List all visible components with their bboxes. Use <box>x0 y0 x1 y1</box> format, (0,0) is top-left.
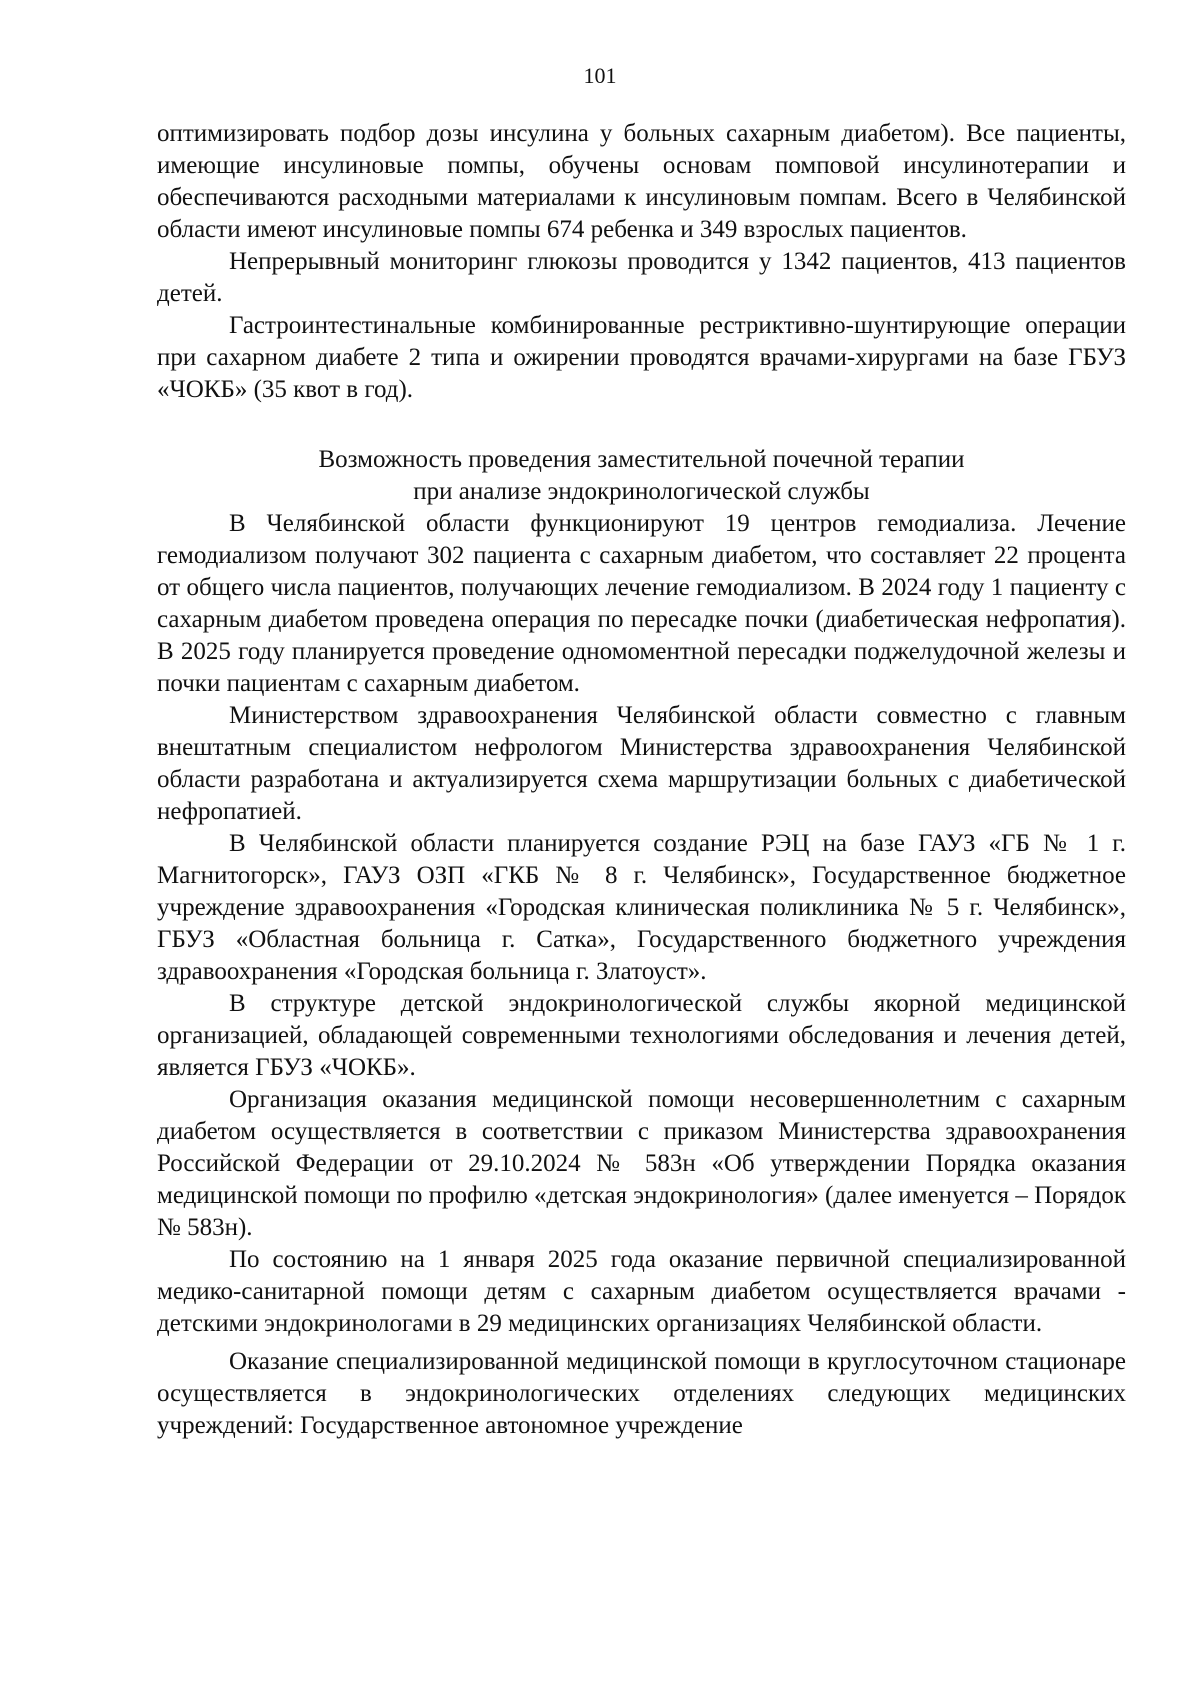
paragraph-nephropathy-routing: Министерством здравоохранения Челябинской области совместно с главным внештатным специалистом нефрологом Министерства здравоохранения Челябинской области разработана и актуализируется схема маршрутизации больных с диабетической нефропатией. <box>157 702 1126 825</box>
section-heading <box>157 444 1126 508</box>
paragraph-primary-care: По состоянию на 1 января 2025 года оказание первичной специализированной медико-санитарной помощи детям с сахарным диабетом осуществляется врачами - детскими эндокринологами в 29 медицинских организациях Челябинской области. <box>157 1246 1126 1337</box>
paragraph-pediatric-anchor: В структуре детской эндокринологической службы якорной медицинской организацией, обладающей современными технологиями обследования и лечения детей, является ГБУЗ «ЧОКБ». <box>157 990 1126 1081</box>
paragraph-hemodialysis: В Челябинской области функционируют 19 центров гемодиализа. Лечение гемодиализом получают 302 пациента с сахарным диабетом, что составляет 22 процента от общего числа пациентов, получающих лечение гемодиализом. В 2024 году 1 пациенту с сахарным диабетом проведена операция по пересадке почки (диабетическая нефропатия). В 2025 году планируется проведение одномоментной пересадки поджелудочной железы и почки пациентам с сахарным диабетом. <box>157 510 1126 697</box>
page-number: 101 <box>583 63 617 88</box>
paragraph-inpatient-care: Оказание специализированной медицинской помощи в круглосуточном стационаре осуществляется в эндокринологических отделениях следующих медицинских учреждений: Государственное автономное учреждение <box>157 1348 1126 1439</box>
paragraph-bariatric-surgery: Гастроинтестинальные комбинированные рестриктивно-шунтирующие операции при сахарном диабете 2 типа и ожирении проводятся врачами-хирургами на базе ГБУЗ «ЧОКБ» (35 квот в год). <box>157 312 1126 403</box>
paragraph-insulin-pumps: оптимизировать подбор дозы инсулина у больных сахарным диабетом). Все пациенты, имеющие инсулиновые помпы, обучены основам помповой инсулинотерапии и обеспечиваются расходными материалами к инсулиновым помпам. Всего в Челябинской области имеют инсулиновые помпы 674 ребенка и 349 взрослых пациентов. <box>157 120 1126 243</box>
paragraph-rec-creation: В Челябинской области планируется создание РЭЦ на базе ГАУЗ «ГБ № 1 г. Магнитогорск», ГАУЗ ОЗП «ГКБ № 8 г. Челябинск», Государственное бюджетное учреждение здравоохранения «Городская клиническая поликлиника № 5 г. Челябинск», ГБУЗ «Областная больница г. Сатка», Государственного бюджетного учреждения здравоохранения «Городская больница г. Златоуст». <box>157 830 1126 985</box>
section-heading-line-2: при анализе эндокринологической службы <box>413 478 870 505</box>
document-body <box>157 118 1126 1442</box>
paragraph-order-583n: Организация оказания медицинской помощи несовершеннолетним с сахарным диабетом осуществляется в соответствии с приказом Министерства здравоохранения Российской Федерации от 29.10.2024 № 583н «Об утверждении Порядка оказания медицинской помощи по профилю «детская эндокринология» (далее именуется – Порядок № 583н). <box>157 1086 1126 1241</box>
paragraph-glucose-monitoring: Непрерывный мониторинг глюкозы проводится у 1342 пациентов, 413 пациентов детей. <box>157 248 1126 307</box>
section-heading-line-1: Возможность проведения заместительной почечной терапии <box>318 446 965 473</box>
